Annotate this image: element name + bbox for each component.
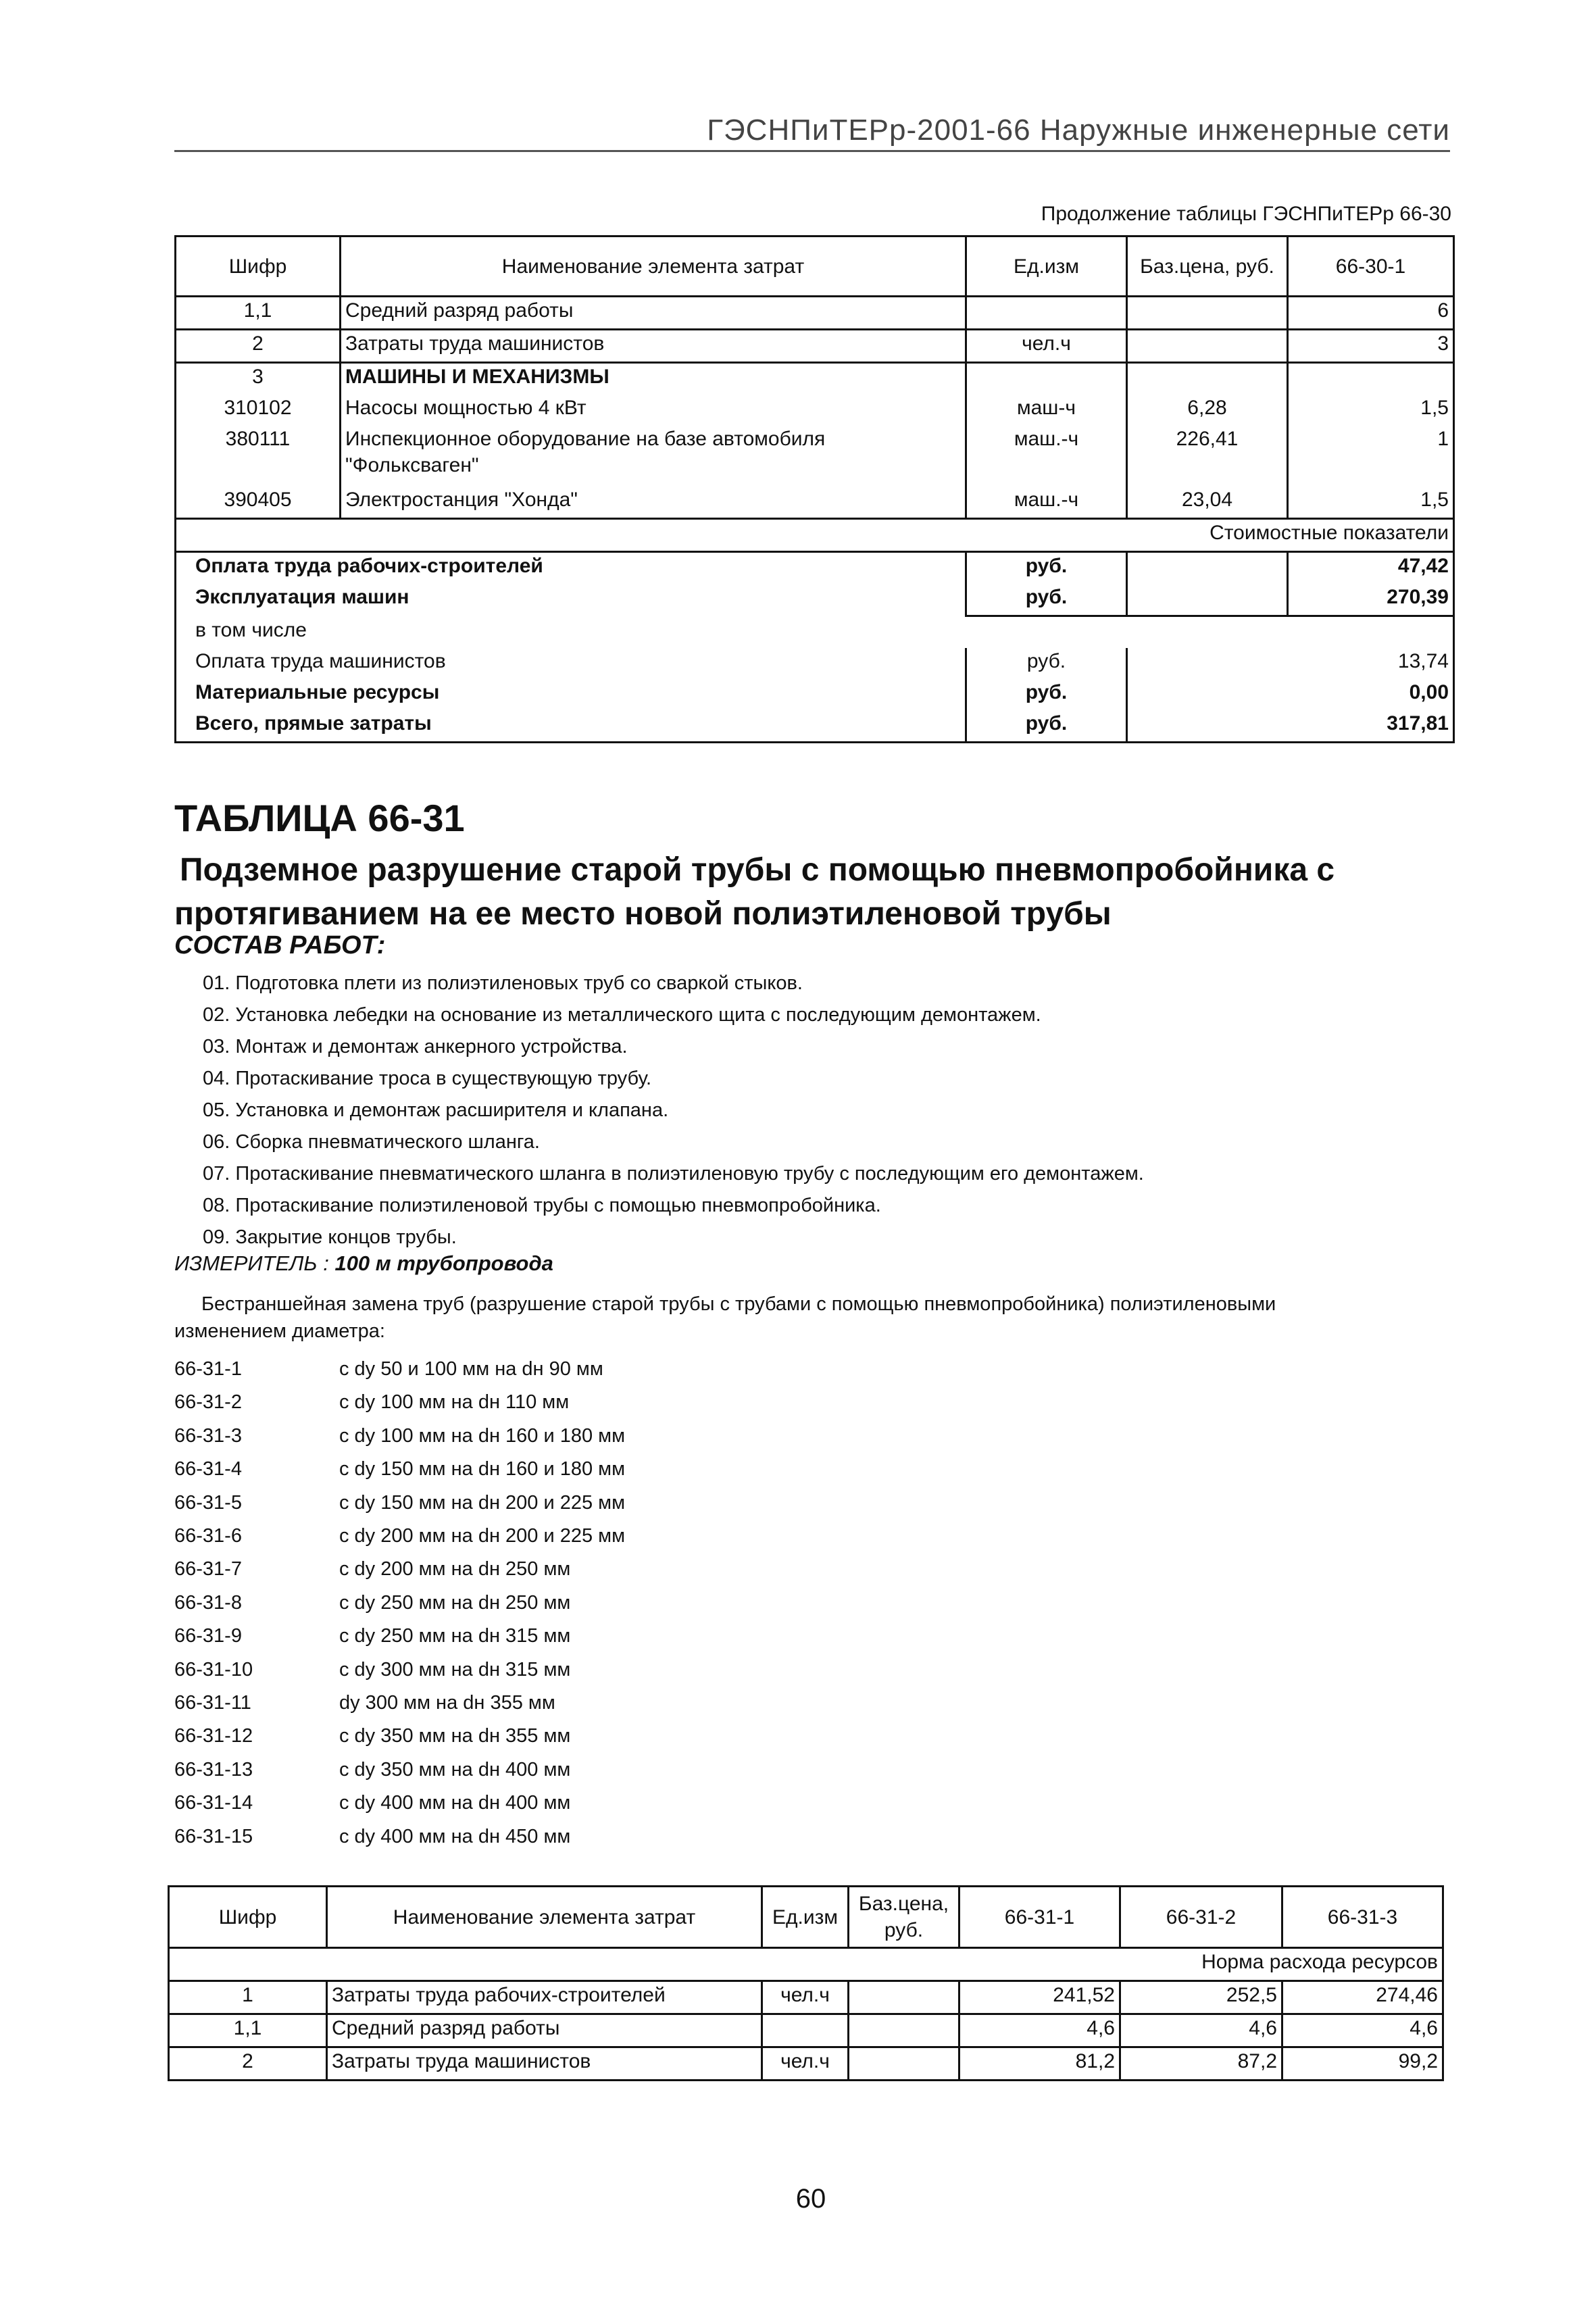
summary-row — [176, 552, 1454, 584]
code-cell: 1,1 — [169, 2014, 327, 2047]
summary-name: Эксплуатация машин — [176, 584, 966, 616]
intro-line: изменением диаметра: — [174, 1320, 385, 1342]
value-cell: 1 — [1288, 426, 1454, 487]
cost-indicators-label: Стоимостные показатели — [176, 519, 1454, 552]
summary-row — [176, 616, 1454, 649]
running-header: ГЭСНПиТЕРр-2001-66 Наружные инженерные сети — [707, 114, 1450, 147]
name-cell: Насосы мощностью 4 кВт — [341, 395, 966, 426]
list-item — [174, 1553, 625, 1586]
summary-price — [1127, 648, 1288, 679]
column-header: Баз.цена, руб. — [849, 1887, 959, 1948]
table-row — [176, 395, 1454, 426]
column-header: Ед.изм — [762, 1887, 849, 1948]
table-row — [169, 1981, 1443, 2014]
list-item — [174, 1820, 625, 1853]
list-item — [174, 1420, 625, 1453]
value-cell: 1,5 — [1288, 395, 1454, 426]
table-66-31 — [168, 1885, 1444, 2081]
name-cell: Затраты труда рабочих-строителей — [327, 1981, 762, 2014]
list-item: 04. Протаскивание троса в существующую трубу. — [203, 1068, 652, 1089]
value-cell — [1288, 363, 1454, 395]
list-item — [174, 1386, 625, 1419]
price-cell — [1127, 330, 1288, 363]
column-header: Шифр — [176, 237, 341, 297]
list-item — [174, 1353, 625, 1386]
summary-price — [1127, 552, 1288, 584]
price-cell: 23,04 — [1127, 487, 1288, 519]
column-header: Наименование элемента затрат — [341, 237, 966, 297]
variant-text: с dy 300 мм на dн 315 мм — [339, 1658, 571, 1681]
name-cell: Затраты труда машинистов — [341, 330, 966, 363]
works-list — [203, 968, 1144, 1253]
list-item — [174, 1520, 625, 1553]
variant-code: 66-31-14 — [174, 1792, 253, 1814]
variant-text: с dy 50 и 100 мм на dн 90 мм — [339, 1358, 603, 1380]
summary-unit: руб. — [966, 584, 1127, 616]
variant-code: 66-31-13 — [174, 1758, 253, 1781]
table-row — [176, 487, 1454, 519]
summary-row — [176, 648, 1454, 679]
variant-code: 66-31-11 — [174, 1692, 251, 1714]
list-item: 03. Монтаж и демонтаж анкерного устройства. — [203, 1036, 628, 1057]
summary-value: 270,39 — [1288, 584, 1454, 616]
code-cell: 380111 — [176, 426, 341, 487]
variant-text: с dy 150 мм на dн 160 и 180 мм — [339, 1458, 626, 1480]
unit-cell: маш.-ч — [966, 487, 1127, 519]
name-cell: Затраты труда машинистов — [327, 2047, 762, 2081]
name-cell: Электростанция "Хонда" — [341, 487, 966, 519]
list-item — [174, 1787, 625, 1820]
table-row — [169, 2014, 1443, 2047]
table-row — [176, 330, 1454, 363]
heading-line: протягиванием на ее место новой полиэтиленовой трубы — [174, 895, 1112, 932]
code-cell: 2 — [176, 330, 341, 363]
summary-name: Оплата труда машинистов — [176, 648, 966, 679]
variants-list — [174, 1353, 625, 1853]
summary-name: Оплата труда рабочих-строителей — [176, 552, 966, 584]
summary-unit: руб. — [966, 710, 1127, 743]
price-cell — [849, 2014, 959, 2047]
table1-caption: Продолжение таблицы ГЭСНПиТЕРр 66-30 — [1041, 203, 1451, 225]
variant-text: с dy 400 мм на dн 400 мм — [339, 1792, 571, 1814]
unit-cell — [762, 2014, 849, 2047]
value-cell: 81,2 — [959, 2047, 1120, 2081]
summary-row — [176, 584, 1454, 616]
list-item — [174, 1720, 625, 1753]
column-header: Ед.изм — [966, 237, 1127, 297]
summary-name: в том числе — [176, 616, 1454, 649]
price-cell — [1127, 363, 1288, 395]
list-item: 01. Подготовка плети из полиэтиленовых труб со сваркой стыков. — [203, 972, 803, 994]
table-66-30-continuation — [174, 235, 1455, 743]
list-item: 07. Протаскивание пневматического шланга в полиэтиленовую трубу с последующим его демонтажем. — [203, 1163, 1144, 1185]
norm-label: Норма расхода ресурсов — [169, 1948, 1443, 1981]
column-header: Баз.цена, руб. — [1127, 237, 1288, 297]
list-item — [174, 1687, 625, 1720]
list-item — [174, 1620, 625, 1653]
table-row — [176, 426, 1454, 487]
table-row — [176, 297, 1454, 330]
summary-price — [1127, 584, 1288, 616]
name-cell: Средний разряд работы — [341, 297, 966, 330]
intro-text — [174, 1291, 1445, 1345]
section-heading — [174, 849, 1451, 937]
price-cell — [849, 1981, 959, 2014]
summary-unit: руб. — [966, 552, 1127, 584]
measure-line — [174, 1251, 553, 1276]
price-cell — [849, 2047, 959, 2081]
variant-code: 66-31-12 — [174, 1725, 253, 1747]
unit-cell: чел.ч — [762, 1981, 849, 2014]
code-cell: 310102 — [176, 395, 341, 426]
list-item: 09. Закрытие концов трубы. — [203, 1226, 457, 1248]
column-header: 66-31-2 — [1120, 1887, 1282, 1948]
measure-label: ИЗМЕРИТЕЛЬ : — [174, 1251, 329, 1275]
variant-code: 66-31-4 — [174, 1458, 242, 1480]
table-title: ТАБЛИЦА 66-31 — [174, 797, 465, 839]
name-cell: Инспекционное оборудование на базе автомобиля "Фольксваген" — [341, 426, 966, 487]
list-item: 02. Установка лебедки на основание из металлического щита с последующим демонтажем. — [203, 1004, 1041, 1026]
cost-label-row — [176, 519, 1454, 552]
measure-value: 100 м трубопровода — [334, 1251, 553, 1275]
list-item — [174, 1753, 625, 1787]
list-item — [174, 1653, 625, 1687]
intro-line: Бестраншейная замена труб (разрушение старой трубы с трубами с помощью пневмопробойника) полиэтиленовыми — [201, 1293, 1276, 1315]
header-rule — [174, 150, 1450, 152]
value-cell: 99,2 — [1282, 2047, 1443, 2081]
summary-row — [176, 679, 1454, 710]
value-cell: 274,46 — [1282, 1981, 1443, 2014]
variant-code: 66-31-6 — [174, 1525, 242, 1547]
value-cell: 252,5 — [1120, 1981, 1282, 2014]
code-cell: 3 — [176, 363, 341, 395]
price-cell: 6,28 — [1127, 395, 1288, 426]
column-header: 66-31-3 — [1282, 1887, 1443, 1948]
norm-label-row — [169, 1948, 1443, 1981]
summary-name: Материальные ресурсы — [176, 679, 966, 710]
list-item — [174, 1487, 625, 1520]
list-item: 05. Установка и демонтаж расширителя и клапана. — [203, 1099, 669, 1121]
variant-text: с dy 400 мм на dн 450 мм — [339, 1825, 571, 1847]
summary-value: 13,74 — [1288, 648, 1454, 679]
unit-cell: чел.ч — [762, 2047, 849, 2081]
price-cell: 226,41 — [1127, 426, 1288, 487]
heading-line: Подземное разрушение старой трубы с помощью пневмопробойника с — [180, 852, 1335, 888]
summary-value: 0,00 — [1288, 679, 1454, 710]
page-number: 60 — [795, 2184, 826, 2214]
value-cell: 4,6 — [959, 2014, 1120, 2047]
value-cell: 87,2 — [1120, 2047, 1282, 2081]
variant-text: с dy 100 мм на dн 110 мм — [339, 1391, 570, 1414]
variant-text: с dy 200 мм на dн 250 мм — [339, 1558, 571, 1580]
code-cell: 1,1 — [176, 297, 341, 330]
name-cell: МАШИНЫ И МЕХАНИЗМЫ — [341, 363, 966, 395]
column-header: Шифр — [169, 1887, 327, 1948]
list-item: 08. Протаскивание полиэтиленовой трубы с помощью пневмопробойника. — [203, 1195, 881, 1216]
variant-text: с dy 250 мм на dн 315 мм — [339, 1625, 571, 1647]
unit-cell: маш-ч — [966, 395, 1127, 426]
table-row — [176, 363, 1454, 395]
table-header-row — [176, 237, 1454, 297]
variant-text: dy 300 мм на dн 355 мм — [339, 1692, 555, 1714]
variant-text: с dy 200 мм на dн 200 и 225 мм — [339, 1525, 626, 1547]
variant-code: 66-31-5 — [174, 1491, 242, 1514]
list-item — [174, 1453, 625, 1486]
column-header: Наименование элемента затрат — [327, 1887, 762, 1948]
table-row — [169, 2047, 1443, 2081]
list-item: 06. Сборка пневматического шланга. — [203, 1131, 540, 1153]
summary-unit: руб. — [966, 648, 1127, 679]
column-header: 66-31-1 — [959, 1887, 1120, 1948]
variant-code: 66-31-1 — [174, 1358, 242, 1380]
name-cell: Средний разряд работы — [327, 2014, 762, 2047]
variant-text: с dy 350 мм на dн 355 мм — [339, 1725, 571, 1747]
unit-cell — [966, 297, 1127, 330]
value-cell: 6 — [1288, 297, 1454, 330]
variant-code: 66-31-15 — [174, 1825, 253, 1847]
list-item — [174, 1587, 625, 1620]
unit-cell: маш.-ч — [966, 426, 1127, 487]
summary-value: 47,42 — [1288, 552, 1454, 584]
summary-price — [1127, 679, 1288, 710]
variant-code: 66-31-9 — [174, 1625, 242, 1647]
column-header: 66-30-1 — [1288, 237, 1454, 297]
summary-name: Всего, прямые затраты — [176, 710, 966, 743]
variant-code: 66-31-10 — [174, 1658, 253, 1681]
unit-cell — [966, 363, 1127, 395]
unit-cell: чел.ч — [966, 330, 1127, 363]
table-header-row — [169, 1887, 1443, 1948]
summary-row — [176, 710, 1454, 743]
variant-code: 66-31-2 — [174, 1391, 242, 1414]
composition-label: СОСТАВ РАБОТ: — [174, 931, 386, 960]
variant-text: с dy 100 мм на dн 160 и 180 мм — [339, 1424, 626, 1447]
value-cell: 4,6 — [1282, 2014, 1443, 2047]
summary-unit: руб. — [966, 679, 1127, 710]
code-cell: 1 — [169, 1981, 327, 2014]
variant-code: 66-31-8 — [174, 1591, 242, 1614]
value-cell: 1,5 — [1288, 487, 1454, 519]
variant-text: с dy 350 мм на dн 400 мм — [339, 1758, 571, 1781]
summary-price — [1127, 710, 1288, 743]
summary-value: 317,81 — [1288, 710, 1454, 743]
variant-text: с dy 250 мм на dн 250 мм — [339, 1591, 571, 1614]
value-cell: 241,52 — [959, 1981, 1120, 2014]
value-cell: 4,6 — [1120, 2014, 1282, 2047]
code-cell: 2 — [169, 2047, 327, 2081]
code-cell: 390405 — [176, 487, 341, 519]
variant-code: 66-31-7 — [174, 1558, 242, 1580]
variant-code: 66-31-3 — [174, 1424, 242, 1447]
price-cell — [1127, 297, 1288, 330]
variant-text: с dy 150 мм на dн 200 и 225 мм — [339, 1491, 626, 1514]
value-cell: 3 — [1288, 330, 1454, 363]
